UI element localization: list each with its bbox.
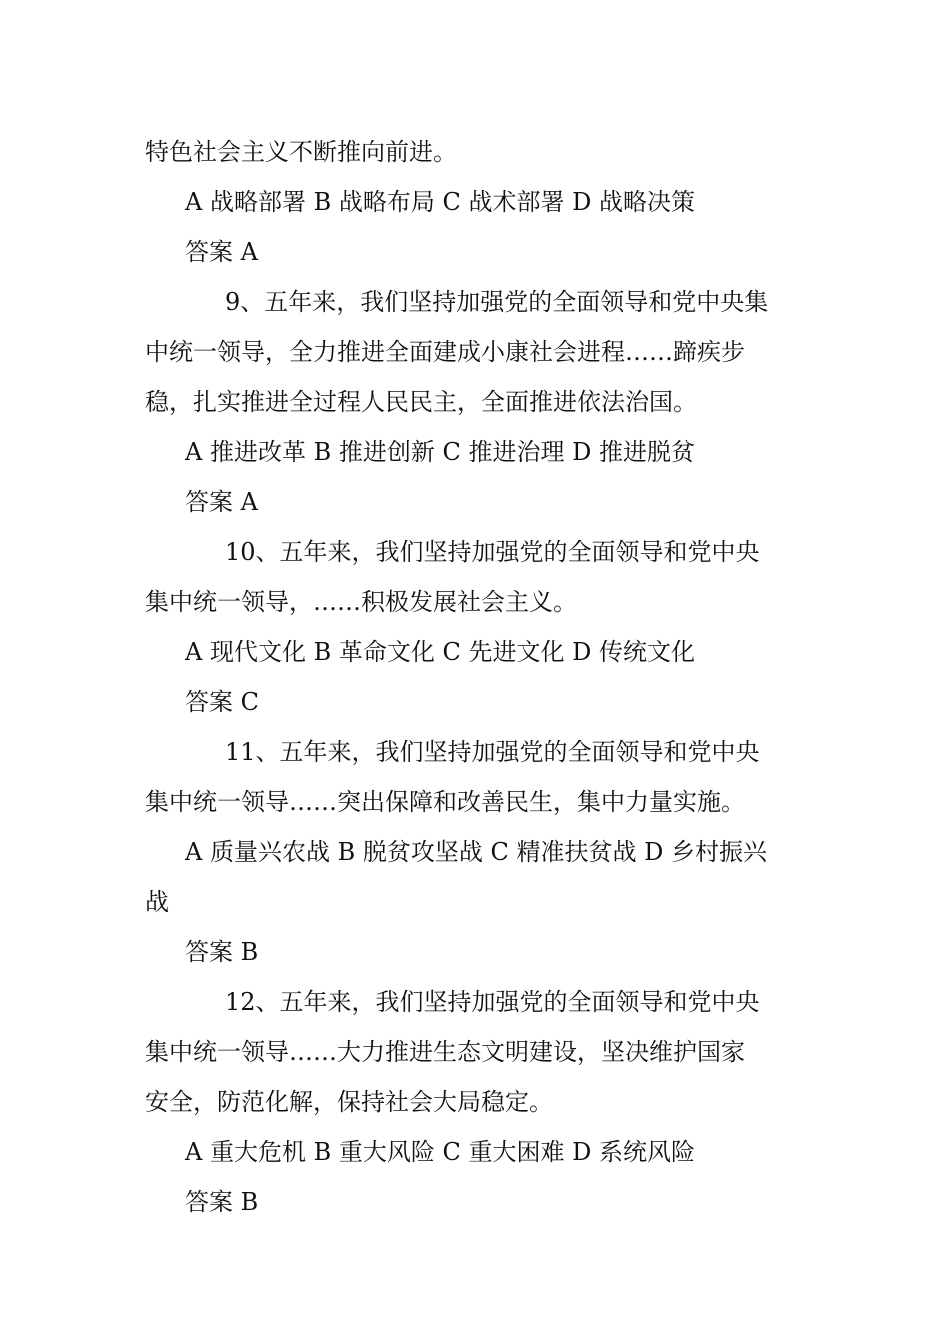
answer-q8: 答案 A [185, 238, 258, 266]
options-q8: A 战略部署 B 战略布局 C 战术部署 D 战略决策 [185, 188, 695, 216]
question-9-line-2: 中统一领导，全力推进全面建成小康社会进程……蹄疾步 [145, 338, 745, 366]
question-11-line-2: 集中统一领导……突出保障和改善民生，集中力量实施。 [145, 788, 745, 816]
question-12-line-3: 安全，防范化解，保持社会大局稳定。 [145, 1088, 553, 1116]
options-q11-line-2: 战 [145, 888, 169, 916]
document-body [145, 127, 813, 1227]
options-q11-line-1: A 质量兴农战 B 脱贫攻坚战 C 精准扶贫战 D 乡村振兴 [185, 838, 767, 866]
answer-q12: 答案 B [185, 1188, 259, 1216]
question-10-line-2: 集中统一领导，……积极发展社会主义。 [145, 588, 577, 616]
question-12-line-1: 12、五年来，我们坚持加强党的全面领导和党中央 [225, 988, 760, 1016]
answer-q11: 答案 B [185, 938, 259, 966]
options-q12: A 重大危机 B 重大风险 C 重大困难 D 系统风险 [185, 1138, 695, 1166]
answer-q10: 答案 C [185, 688, 259, 716]
question-9-line-1: 9、五年来，我们坚持加强党的全面领导和党中央集 [225, 288, 769, 316]
question-10-line-1: 10、五年来，我们坚持加强党的全面领导和党中央 [225, 538, 760, 566]
question-9-line-3: 稳，扎实推进全过程人民民主，全面推进依法治国。 [145, 388, 697, 416]
question-11-line-1: 11、五年来，我们坚持加强党的全面领导和党中央 [225, 738, 760, 766]
answer-q9: 答案 A [185, 488, 258, 516]
question-12-line-2: 集中统一领导……大力推进生态文明建设，坚决维护国家 [145, 1038, 745, 1066]
options-q10: A 现代文化 B 革命文化 C 先进文化 D 传统文化 [185, 638, 695, 666]
text-line-continuation: 特色社会主义不断推向前进。 [145, 138, 457, 166]
options-q9: A 推进改革 B 推进创新 C 推进治理 D 推进脱贫 [185, 438, 695, 466]
